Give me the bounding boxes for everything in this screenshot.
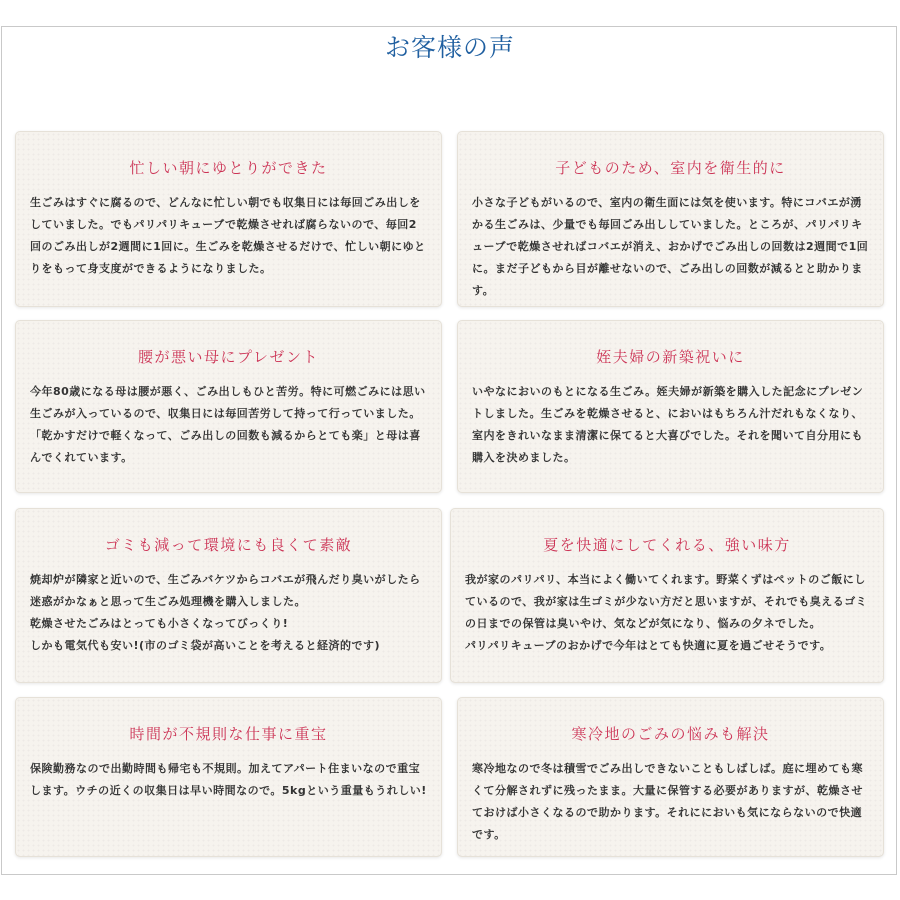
testimonial-card: [457, 131, 884, 307]
testimonial-card: [15, 131, 442, 307]
testimonial-card: [457, 320, 884, 493]
testimonial-body: 小さな子どもがいるので、室内の衛生面には気を使います。特にコバエが湧かる生ごみは、少量でも毎回ごみ出ししていました。ところが、パリパリキューブで乾燥させればコバエが消え、おかげでごみ出しの回数は2週間で1回に。まだ子どもから目が離せないので、ごみ出しの回数が減るとと助かります。: [472, 196, 869, 297]
testimonial-title: 子どものため、室内を衛生的に: [555, 159, 786, 177]
testimonial-title: 夏を快適にしてくれる、強い味方: [543, 536, 791, 554]
testimonial-body: 今年80歳になる母は腰が悪く、ごみ出しもひと苦労。特に可燃ごみには思い生ごみが入っているので、収集日には毎回苦労して持って行っていました。「乾かすだけで軽くなって、ごみ出しの回数も減るからとても楽」と母は喜んでくれています。: [30, 385, 426, 464]
testimonial-body: 保険勤務なので出勤時間も帰宅も不規則。加えてアパート住まいなので重宝します。ウチの近くの収集日は早い時間なので。5kgという重量もうれしい!: [30, 762, 427, 797]
testimonial-body: 寒冷地なので冬は積雪でごみ出しできないこともしばしば。庭に埋めても寒くて分解されずに残ったまま。大量に保管する必要がありますが、乾燥させておけば小さくなるので助かります。それににおいも気にならないので快適です。: [472, 762, 863, 841]
testimonial-title: 姪夫婦の新築祝いに: [596, 348, 745, 366]
page-title: お客様の声: [384, 33, 515, 62]
testimonial-card: [15, 320, 442, 493]
testimonial-body: いやなにおいのもとになる生ごみ。姪夫婦が新築を購入した記念にプレゼントしました。生ごみを乾燥させると、においはもちろん汁だれもなくなり、室内をきれいなまま清潔に保てると大喜びでした。それを聞いて自分用にも購入を決めました。: [472, 385, 864, 464]
testimonial-title: 忙しい朝にゆとりができた: [129, 159, 328, 177]
testimonial-card: [15, 697, 442, 857]
testimonial-card: [15, 508, 442, 683]
testimonial-title: 寒冷地のごみの悩みも解決: [571, 725, 770, 743]
testimonial-body: 焼却炉が隣家と近いので、生ごみバケツからコバエが飛んだり臭いがしたら迷惑がかなぁと思って生ごみ処理機を購入しました。 乾燥させたごみはとっても小さくなってびっくり! しかも電気代も安い!(市のゴミ袋が高いことを考えると経済的です): [30, 573, 421, 652]
testimonial-title: ゴミも減って環境にも良くて素敵: [104, 536, 353, 554]
testimonial-body: 生ごみはすぐに腐るので、どんなに忙しい朝でも収集日には毎回ごみ出しをしていました。でもパリパリキューブで乾燥させれば腐らないので、毎回2回のごみ出しが2週間に1回に。生ごみを乾燥させるだけで、忙しい朝にゆとりをもって身支度ができるようになりました。: [30, 196, 426, 275]
testimonial-body: 我が家のパリパリ、本当によく働いてくれます。野菜くずはペットのご飯にしているので、我が家は生ゴミが少ない方だと思いますが、それでも臭えるゴミの日までの保管は臭いやけ、気などが気になり、悩みの夕ネでした。 パリパリキューブのおかげで今年はとても快適に夏を過ごせそうです。: [465, 573, 868, 652]
testimonial-title: 時間が不規則な仕事に重宝: [129, 725, 328, 743]
testimonial-title: 腰が悪い母にプレゼント: [138, 348, 319, 366]
testimonial-card: [450, 508, 884, 683]
testimonial-card: [457, 697, 884, 857]
